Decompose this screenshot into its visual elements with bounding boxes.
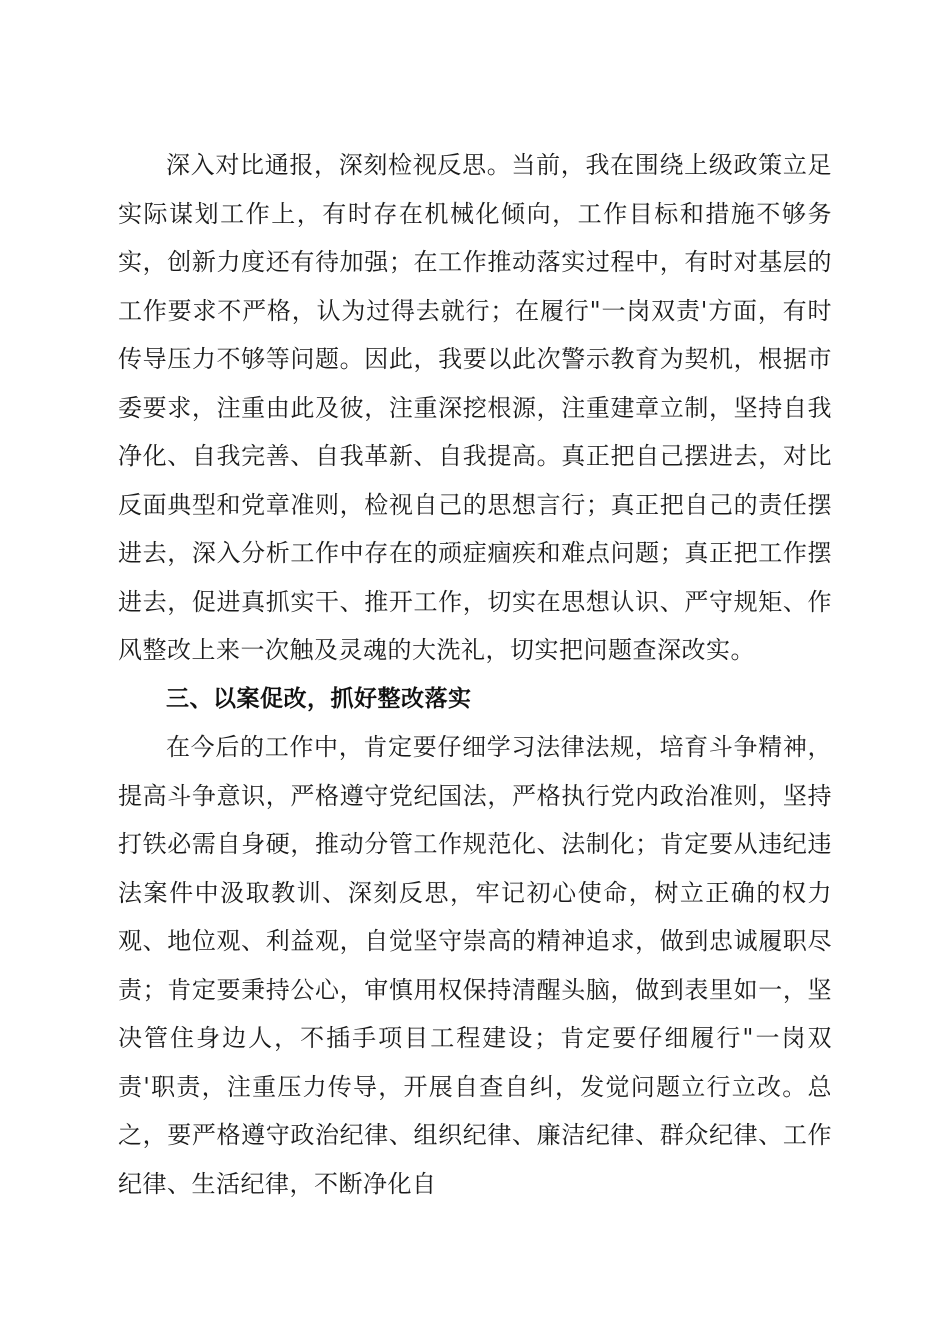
paragraph-rectification: 在今后的工作中，肯定要仔细学习法律法规，培育斗争精神，提高斗争意识，严格遵守党纪国法，严格执行党内政治准则，坚持打铁必需自身硬，推动分管工作规范化、法制化；肯定要从违纪违法案件中汲取教训、深刻反思，牢记初心使命，树立正确的权力观、地位观、利益观，自觉坚守崇高的精神追求，做到忠诚履职尽责；肯定要秉持公心，审慎用权保持清醒头脑，做到表里如一，坚决管住身边人，不插手项目工程建设；肯定要仔细履行"一岗双责'职责，注重压力传导，开展自查自纠，发觉问题立行立改。总之，要严格遵守政治纪律、组织纪律、廉洁纪律、群众纪律、工作纪律、生活纪律，不断净化自 xyxy=(118,733,832,1198)
document-body xyxy=(118,141,832,1208)
section-heading: 三、以案促改，抓好整改落实 xyxy=(166,685,472,712)
paragraph-reflection: 深入对比通报，深刻检视反思。当前，我在围绕上级政策立足实际谋划工作上，有时存在机械化倾向，工作目标和措施不够务实，创新力度还有待加强；在工作推动落实过程中，有时对基层的工作要求不严格，认为过得去就行；在履行"一岗双责'方面，有时传导压力不够等问题。因此，我要以此次警示教育为契机，根据市委要求，注重由此及彼，注重深挖根源，注重建章立制，坚持自我净化、自我完善、自我革新、自我提高。真正把自己摆进去，对比反面典型和党章准则，检视自己的思想言行；真正把自己的责任摆进去，深入分析工作中存在的顽症痼疾和难点问题；真正把工作摆进去，促进真抓实干、推开工作，切实在思想认识、严守规矩、作风整改上来一次触及灵魂的大洗礼，切实把问题查深改实。 xyxy=(118,151,832,664)
